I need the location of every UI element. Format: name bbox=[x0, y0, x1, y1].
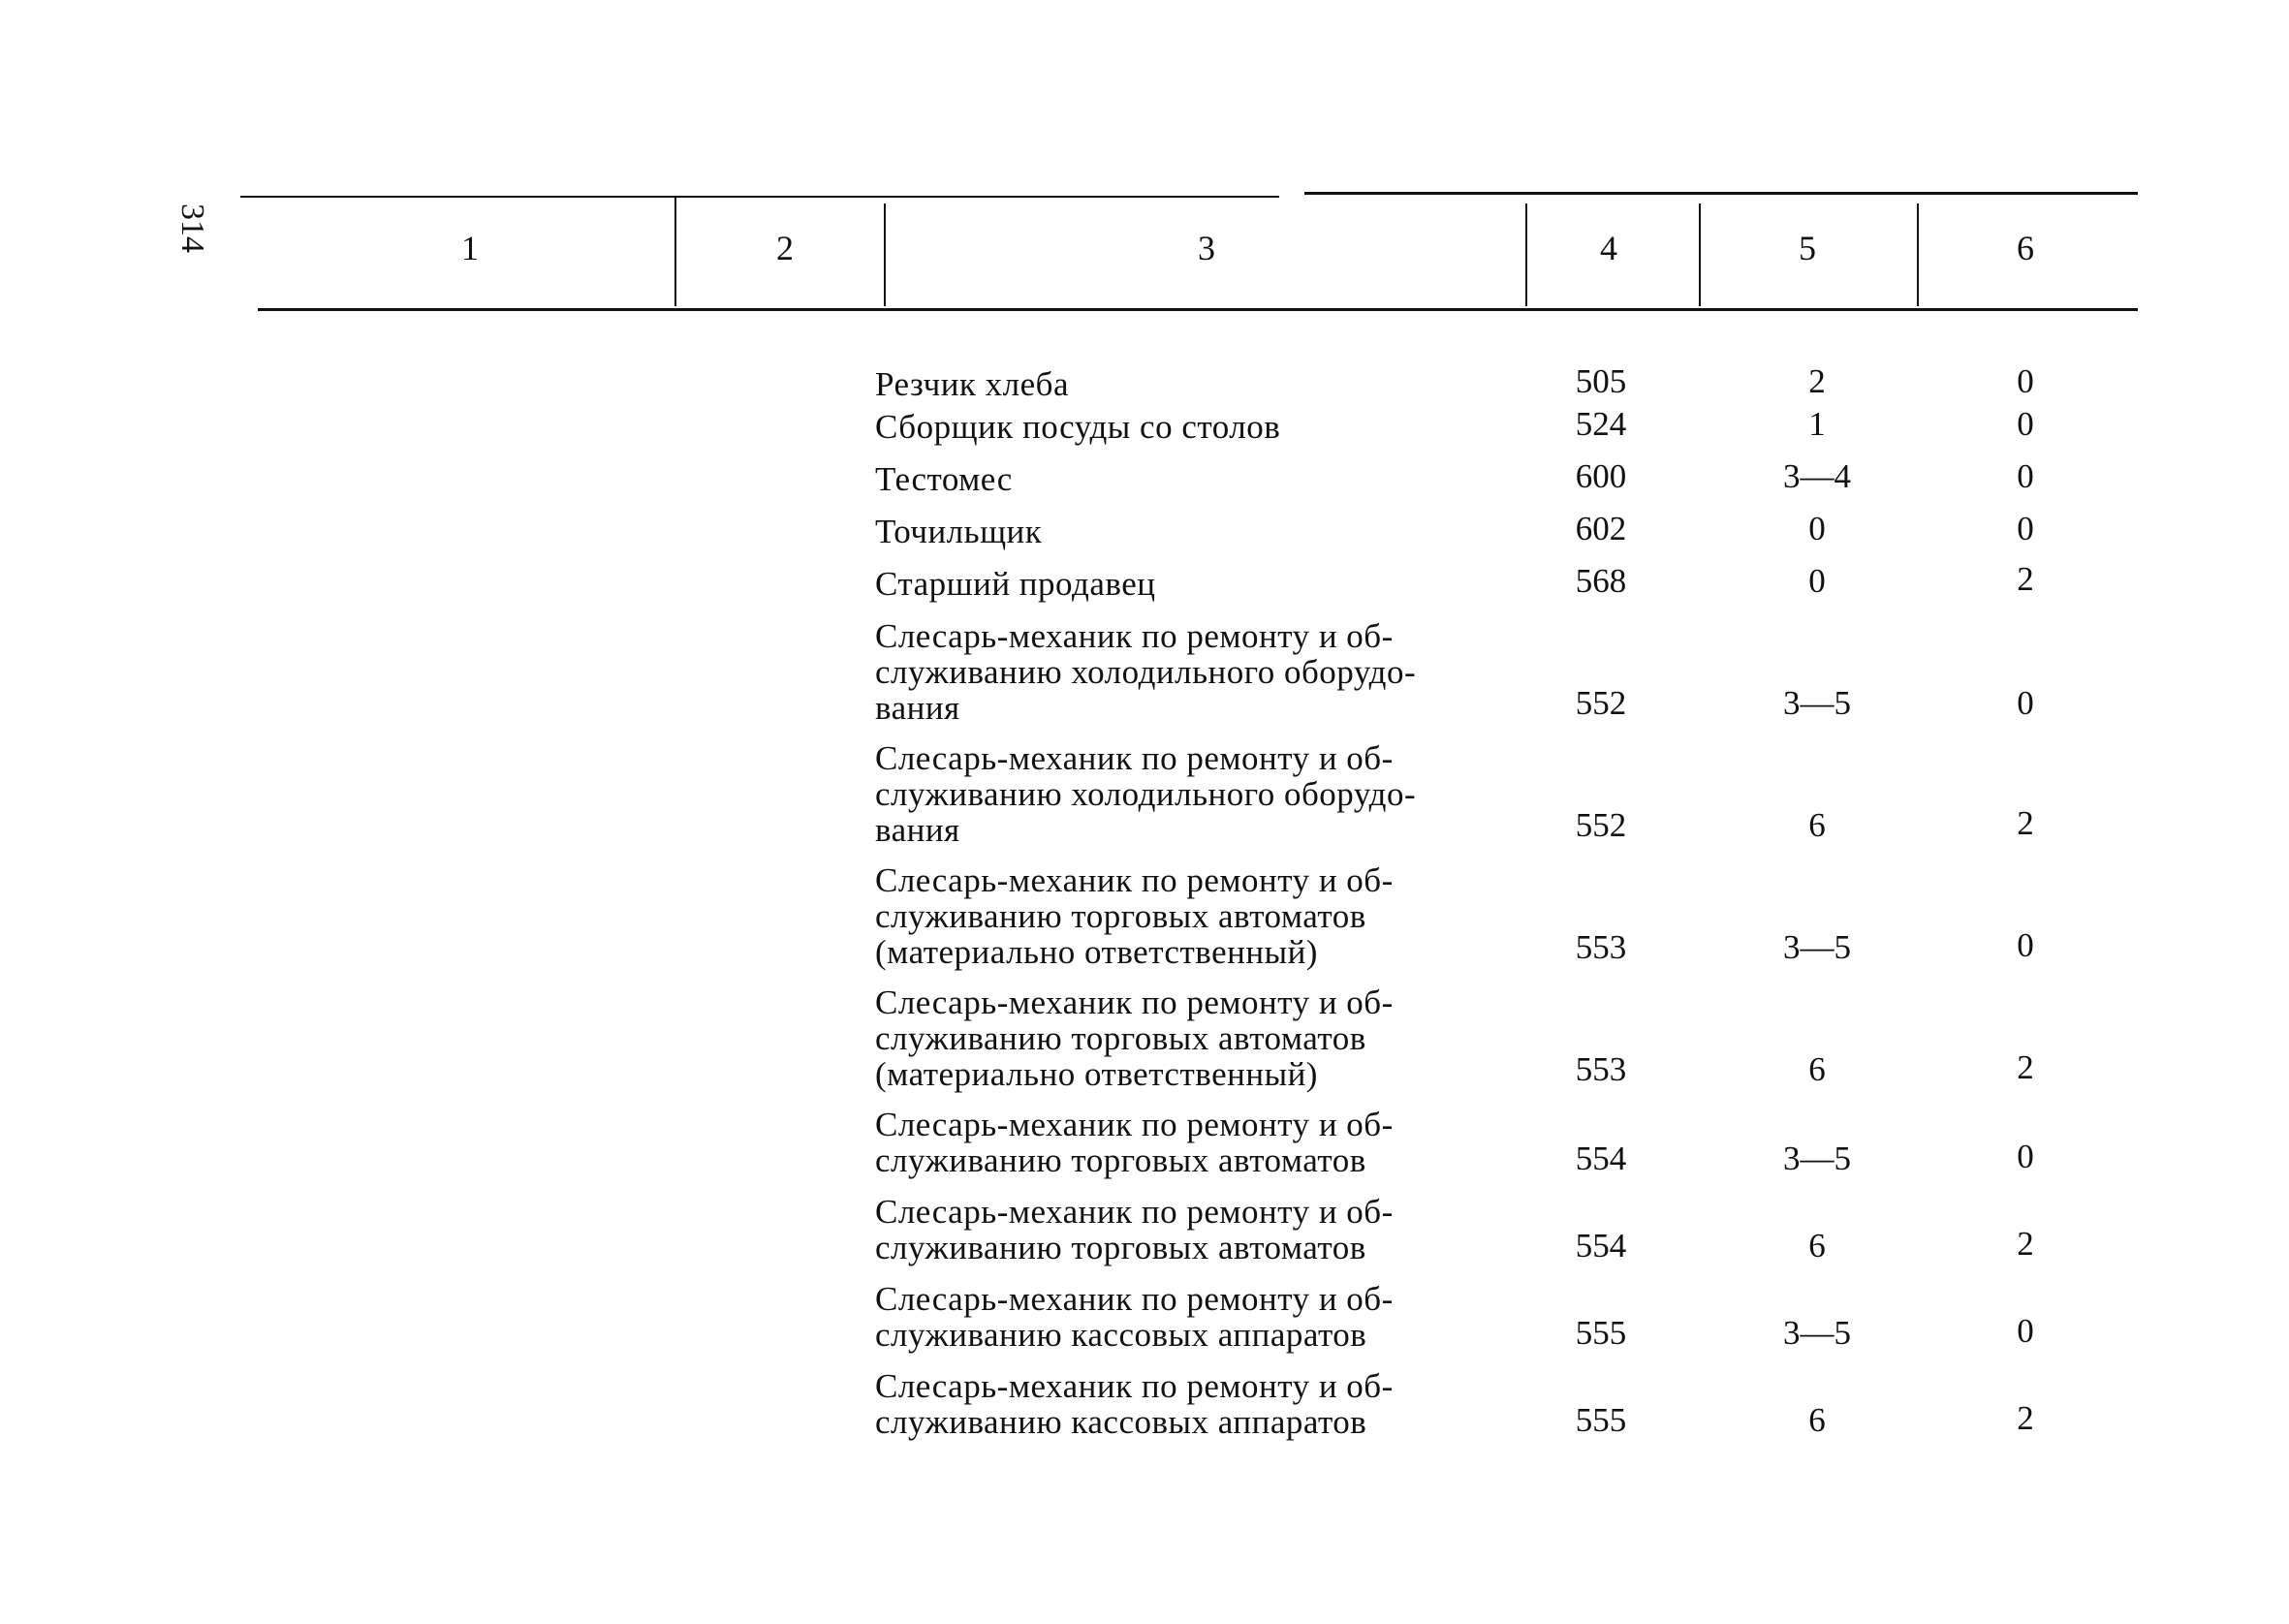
occupation-name: Тестомес bbox=[875, 460, 1013, 498]
extra-value: 2 bbox=[2017, 1399, 2034, 1437]
extra-value: 0 bbox=[2017, 457, 2034, 495]
extra-value: 0 bbox=[2017, 362, 2034, 400]
occupation-code: 505 bbox=[1575, 362, 1627, 400]
occupation-name: Слесарь-механик по ремонту и об- служиванию кассовых аппаратов bbox=[875, 1367, 1394, 1441]
grade-range: 3—5 bbox=[1783, 928, 1851, 966]
header-bottom-rule bbox=[258, 308, 2138, 311]
occupation-name: Слесарь-механик по ремонту и об- служиванию торговых автоматов (материально ответственный) bbox=[875, 861, 1394, 971]
table-header-col-6: 6 bbox=[2017, 229, 2034, 267]
occupation-code: 524 bbox=[1575, 405, 1627, 443]
header-divider-2 bbox=[884, 203, 886, 306]
occupation-code: 555 bbox=[1575, 1401, 1627, 1439]
grade-range: 6 bbox=[1808, 1401, 1826, 1439]
page-number: 314 bbox=[174, 203, 210, 253]
occupation-code: 553 bbox=[1575, 928, 1627, 966]
grade-range: 3—5 bbox=[1783, 1140, 1851, 1177]
grade-range: 3—5 bbox=[1783, 1314, 1851, 1352]
extra-value: 0 bbox=[2017, 405, 2034, 443]
table-header-col-4: 4 bbox=[1600, 229, 1617, 267]
occupation-code: 552 bbox=[1575, 684, 1627, 722]
table-header-col-1: 1 bbox=[461, 229, 479, 267]
extra-value: 0 bbox=[2017, 510, 2034, 547]
extra-value: 2 bbox=[2017, 1048, 2034, 1086]
grade-range: 3—5 bbox=[1783, 684, 1851, 722]
occupation-code: 554 bbox=[1575, 1227, 1627, 1265]
occupation-code: 552 bbox=[1575, 806, 1627, 844]
table-header-col-5: 5 bbox=[1799, 229, 1816, 267]
occupation-name: Резчик хлеба bbox=[875, 365, 1070, 403]
header-divider-1 bbox=[674, 198, 676, 306]
occupation-name: Слесарь-механик по ремонту и об- служиванию холодильного оборудо- вания bbox=[875, 739, 1417, 849]
occupation-name: Слесарь-механик по ремонту и об- служиванию торговых автоматов (материально ответственный) bbox=[875, 984, 1394, 1093]
extra-value: 2 bbox=[2017, 1225, 2034, 1263]
extra-value: 2 bbox=[2017, 804, 2034, 842]
table-header-col-3: 3 bbox=[1198, 229, 1215, 267]
occupation-name: Сборщик посуды со столов bbox=[875, 408, 1281, 446]
occupation-code: 554 bbox=[1575, 1140, 1627, 1177]
grade-range: 6 bbox=[1808, 1227, 1826, 1265]
occupation-name: Старший продавец bbox=[875, 565, 1156, 603]
header-top-rule-left bbox=[240, 196, 1279, 198]
grade-range: 6 bbox=[1808, 1050, 1826, 1088]
extra-value: 0 bbox=[2017, 1312, 2034, 1350]
occupation-name: Точильщик bbox=[875, 513, 1043, 550]
extra-value: 2 bbox=[2017, 560, 2034, 598]
header-top-rule-right bbox=[1304, 192, 2138, 195]
occupation-code: 602 bbox=[1575, 510, 1627, 547]
grade-range: 3—4 bbox=[1783, 457, 1851, 495]
grade-range: 0 bbox=[1808, 562, 1826, 600]
header-divider-3 bbox=[1525, 203, 1527, 306]
grade-range: 0 bbox=[1808, 510, 1826, 547]
occupation-code: 553 bbox=[1575, 1050, 1627, 1088]
occupation-name: Слесарь-механик по ремонту и об- служиванию торговых автоматов bbox=[875, 1106, 1394, 1179]
grade-range: 1 bbox=[1808, 405, 1826, 443]
occupation-name: Слесарь-механик по ремонту и об- служиванию холодильного оборудо- вания bbox=[875, 617, 1417, 727]
grade-range: 2 bbox=[1808, 362, 1826, 400]
header-divider-4 bbox=[1699, 203, 1701, 306]
grade-range: 6 bbox=[1808, 806, 1826, 844]
occupation-code: 568 bbox=[1575, 562, 1627, 600]
table-header-col-2: 2 bbox=[776, 229, 794, 267]
occupation-name: Слесарь-механик по ремонту и об- служиванию кассовых аппаратов bbox=[875, 1280, 1394, 1354]
occupation-code: 600 bbox=[1575, 457, 1627, 495]
extra-value: 0 bbox=[2017, 1138, 2034, 1175]
occupation-code: 555 bbox=[1575, 1314, 1627, 1352]
extra-value: 0 bbox=[2017, 684, 2034, 722]
header-divider-5 bbox=[1917, 203, 1919, 306]
extra-value: 0 bbox=[2017, 926, 2034, 964]
occupation-name: Слесарь-механик по ремонту и об- служиванию торговых автоматов bbox=[875, 1193, 1394, 1266]
